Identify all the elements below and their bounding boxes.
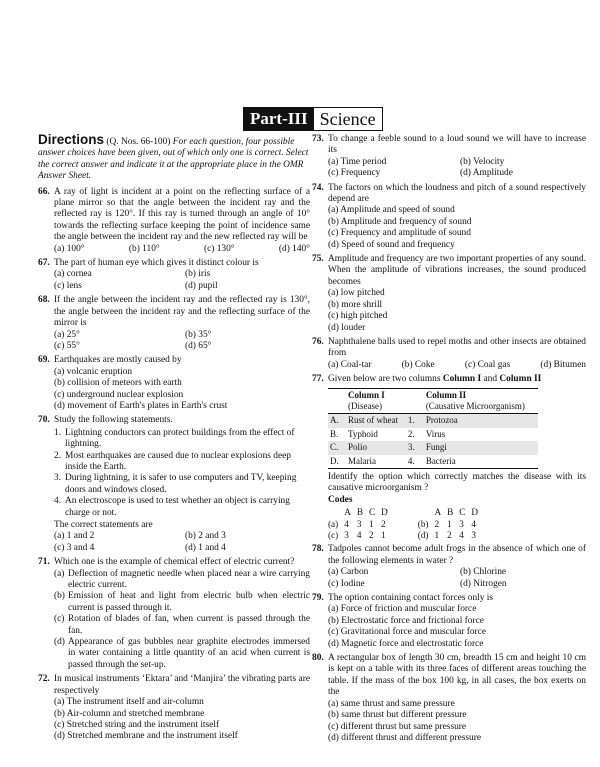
question-number: 69.: [38, 355, 50, 366]
question-74: [312, 183, 586, 251]
column-two-header: Column II (Causative Microorganism): [424, 388, 538, 414]
question-stem: Amplitude and frequency are two important properties of any sound. When the amplitude of vibrations increases, the sound produced becomes: [328, 254, 586, 287]
option-b[interactable]: (b) Chlorine: [460, 567, 507, 578]
option-b[interactable]: (b) Air-column and stretched membrane: [54, 708, 205, 719]
option-letter: (c): [54, 614, 65, 625]
options: [328, 288, 586, 334]
statement-number: 2.: [54, 450, 62, 461]
right-column: [312, 134, 586, 747]
option-a[interactable]: (a) 100°: [54, 243, 85, 254]
question-80: [312, 653, 586, 744]
option-a[interactable]: (a) 25°: [54, 329, 80, 340]
option-b[interactable]: (b) Coke: [401, 359, 435, 370]
match-table: [328, 388, 538, 469]
column-one-header: Column I (Disease): [346, 388, 406, 414]
options: [328, 699, 586, 745]
directions-heading: Directions: [38, 132, 105, 147]
option-a[interactable]: (a) The instrument itself and air-column: [54, 697, 204, 708]
statement-list: [54, 428, 310, 519]
question-number: 80.: [312, 653, 324, 664]
option-b[interactable]: (b) 110°: [128, 243, 160, 254]
option-b[interactable]: (b) collision of meteors with earth: [54, 378, 182, 389]
option-d[interactable]: (d) movement of Earth's plates in Earth's crust: [54, 400, 228, 411]
question-number: 76.: [312, 336, 324, 347]
option-b[interactable]: (b) more shrill: [328, 299, 383, 310]
options: [54, 330, 310, 353]
options: [54, 244, 310, 255]
question-67: [38, 258, 310, 292]
directions-range: (Q. Nos. 66-100): [106, 137, 171, 147]
option-b[interactable]: (b) 2 and 3: [185, 531, 226, 542]
option-c[interactable]: (c) Frequency and amplitude of sound: [328, 228, 471, 239]
options: [328, 157, 586, 180]
options: [54, 531, 310, 554]
statement-text: An electroscope is used to test whether an object is carrying charge or not.: [65, 496, 290, 518]
statement-text: During lightning, it is safer to use computers and TV, keeping doors and windows closed.: [65, 473, 297, 495]
option-d[interactable]: (d) Bitumen: [540, 359, 586, 370]
stem-text: Given below are two columns: [328, 374, 443, 385]
option-b[interactable]: (b) 35°: [185, 329, 212, 340]
question-76: [312, 337, 586, 371]
question-stem: [328, 374, 586, 385]
question-number: 68.: [38, 295, 50, 306]
question-number: 74.: [312, 182, 324, 193]
option-c[interactable]: (c) high pitched: [328, 311, 388, 322]
options: [328, 360, 586, 371]
statement-number: 3.: [54, 473, 62, 484]
question-79: [312, 593, 586, 650]
option-a[interactable]: (a) Coal-tar: [328, 359, 372, 370]
option-c[interactable]: (c) Iodine: [328, 578, 365, 589]
section-header: [243, 107, 383, 131]
question-number: 66.: [38, 186, 50, 197]
options: [54, 697, 310, 743]
question-75: [312, 254, 586, 334]
option-c[interactable]: (c) lens: [54, 280, 82, 291]
stem-text: and: [481, 374, 500, 385]
question-stem: The option containing contact forces only is: [328, 593, 494, 604]
option-a[interactable]: (a) same thrust and same pressure: [328, 698, 455, 709]
table-row: A. Rust of wheat 1. Protozoa: [328, 414, 538, 428]
option-letter: (b): [54, 591, 65, 602]
question-stem: To change a feeble sound to a loud sound we will have to increase its: [328, 134, 586, 156]
option-a[interactable]: (a) Amplitude and speed of sound: [328, 205, 455, 216]
statement: [54, 428, 310, 451]
option-c[interactable]: (c) 3 and 4: [54, 542, 95, 553]
option-d[interactable]: (d) 1 and 4: [185, 542, 226, 553]
option-a[interactable]: (a) volcanic eruption: [54, 366, 133, 377]
options: [54, 367, 310, 413]
option-text: Appearance of gas bubbles near graphite electrodes immersed in water containing a little quantity of an acid when current is passed through the set-up.: [68, 637, 310, 670]
option-d[interactable]: (d) pupil: [185, 280, 218, 291]
option-c[interactable]: (c) Frequency: [328, 168, 381, 179]
option-text: Emission of heat and light from electric bulb when electric current is passed through it.: [68, 591, 310, 613]
question-66: [38, 187, 310, 255]
question-stem: If the angle between the incident ray and the reflected ray is 130°, the angle between the incident ray and the reflecting surface of the mirror is: [54, 295, 310, 329]
question-number: 79.: [312, 593, 324, 604]
question-stem: Study the following statements.: [54, 415, 173, 426]
statement-text: Lightning conductors can protect buildings from the effect of lightning.: [65, 427, 295, 450]
subject-label: Science: [319, 108, 376, 129]
option-a[interactable]: (a) low pitched: [328, 288, 385, 299]
question-stem: Which one is the example of chemical effect of electric current?: [54, 557, 295, 568]
question-number: 72.: [38, 674, 50, 685]
question-stem: In musical instruments ‘Ektara’ and ‘Manjira’ the vibrating parts are respectively: [54, 674, 310, 696]
option-d[interactable]: (d) 65°: [185, 340, 212, 351]
table-row: C. Polio 3. Fungi: [328, 441, 538, 454]
question-73: [312, 134, 586, 180]
option-c[interactable]: (c) underground nuclear explosion: [54, 389, 184, 400]
question-number: 75.: [312, 254, 324, 265]
question-stem: The part of human eye which gives it distinct colour is: [54, 258, 259, 269]
option-c[interactable]: (c) 130°: [204, 243, 235, 254]
statement: [54, 496, 310, 519]
directions-text: For each question, four possible answer choices have been given, out of which only one is correct. Select the correct answer and indicate it at the appropriate place in the OMR Answer Sheet.: [38, 137, 309, 182]
question-number: 78.: [312, 544, 324, 555]
option-b[interactable]: (b): [417, 518, 429, 529]
option-b[interactable]: (b) same thrust but different pressure: [328, 710, 467, 721]
option-c[interactable]: (c): [328, 530, 339, 540]
option-d[interactable]: (d) Speed of sound and frequency: [328, 239, 455, 250]
statement-number: 4.: [54, 496, 62, 507]
option-d[interactable]: (d) louder: [328, 322, 366, 333]
question-number: 70.: [38, 415, 50, 426]
question-number: 71.: [38, 557, 50, 568]
codes-table: A B C D A B C D (a) 4 3 1 2 (b) 2 1 3 4 (c) 3 4 2 1 (d) 1 2 4 3: [328, 507, 479, 540]
option-d[interactable]: (d) different thrust and different pressure: [328, 732, 481, 743]
table-row: D. Malaria 4. Bacteria: [328, 455, 538, 469]
question-stem: Tadpoles cannot become adult frogs in the absence of which one of the following elements in water ?: [328, 544, 586, 566]
option-d[interactable]: (d) Magnetic force and electrostatic force: [328, 638, 484, 649]
option-c[interactable]: (c) Coal gas: [464, 359, 511, 370]
option-a[interactable]: (a) 1 and 2: [54, 531, 95, 542]
question-stem: A rectangular box of length 30 cm, breadth 15 cm and height 10 cm is kept on a table with its three faces of different areas touching the table. If the mass of the box 100 kg, in all cases, the box exerts on the: [328, 653, 586, 698]
option-a[interactable]: (a) Force of friction and muscular force: [328, 604, 477, 615]
option-c[interactable]: (c) different thrust but same pressure: [328, 721, 467, 732]
option-d[interactable]: (d) Nitrogen: [460, 578, 507, 589]
question-number: 67.: [38, 258, 50, 269]
statement-number: 1.: [54, 427, 62, 438]
option-d[interactable]: (d) Amplitude: [460, 168, 513, 179]
options: [328, 604, 586, 650]
option-d[interactable]: [54, 637, 310, 671]
option-a[interactable]: (a) Carbon: [328, 567, 369, 578]
question-lead: Identify the option which correctly matches the disease with its causative microorganism ?: [328, 471, 586, 494]
option-c[interactable]: (c) 55°: [54, 340, 80, 351]
options: [328, 205, 586, 251]
option-text: Rotation of blades of fan, when current is passed through the fan.: [68, 614, 310, 636]
question-68: [38, 295, 310, 352]
option-text: Deflection of magnetic needle when placed near a wire carrying electric current.: [68, 568, 310, 591]
option-d[interactable]: (d) 140°: [278, 243, 310, 254]
directions-block: [38, 134, 310, 183]
option-b[interactable]: (b) iris: [185, 269, 211, 280]
option-c[interactable]: [54, 614, 310, 637]
option-c[interactable]: (c) Stretched string and the instrument itself: [54, 719, 220, 730]
option-letter: (d): [54, 637, 65, 648]
question-stem: Naphthalene balls used to repel moths and other insects are obtained from: [328, 336, 586, 359]
option-a[interactable]: (a) cornea: [54, 269, 92, 280]
part-label: Part-III: [244, 108, 314, 130]
question-stem: Earthquakes are mostly caused by: [54, 355, 182, 366]
option-b[interactable]: (b) Amplitude and frequency of sound: [328, 216, 472, 227]
option-b[interactable]: (b) Electrostatic force and frictional force: [328, 615, 484, 626]
column-two-ref: Column II: [499, 374, 542, 385]
option-c[interactable]: (c) Gravitational force and muscular force: [328, 627, 486, 638]
option-a[interactable]: [54, 569, 310, 592]
question-70: [38, 415, 310, 554]
question-72: [38, 674, 310, 742]
statement: [54, 473, 310, 496]
question-stem: A ray of light is incident at a point on the reflecting surface of a plane mirror so that the angle between the incident ray and the reflected ray is 120°. If this ray is turned through an angle of 10° towards the reflecting surface keeping the point of incidence same the angle between the incident ray and the new reflected ray will be: [54, 186, 310, 243]
question-77: [312, 374, 586, 541]
option-b[interactable]: (b) Velocity: [460, 156, 505, 167]
table-row: B. Typhoid 2. Virus: [330, 428, 446, 439]
option-a[interactable]: (a) Time period: [328, 156, 387, 167]
statement-text: Most earthquakes are caused due to nuclear explosions deep inside the Earth.: [65, 450, 291, 472]
option-d[interactable]: (d): [417, 530, 429, 540]
question-lead: The correct statements are: [54, 520, 153, 530]
question-71: [38, 557, 310, 671]
options: [54, 269, 310, 292]
question-69: [38, 355, 310, 412]
option-d[interactable]: (d) Stretched membrane and the instrument itself: [54, 731, 238, 742]
column-one-ref: Column I: [442, 374, 482, 385]
question-stem: The factors on which the loudness and pitch of a sound respectively depend are: [328, 182, 586, 205]
options: [328, 567, 586, 590]
statement: [54, 451, 310, 474]
codes-title: Codes: [328, 494, 353, 505]
question-number: 77.: [312, 374, 324, 385]
option-letter: (a): [54, 568, 65, 579]
option-b[interactable]: [54, 591, 310, 614]
option-a[interactable]: (a): [328, 518, 339, 529]
left-column: [38, 134, 310, 746]
question-number: 73.: [312, 134, 324, 144]
question-78: [312, 544, 586, 590]
